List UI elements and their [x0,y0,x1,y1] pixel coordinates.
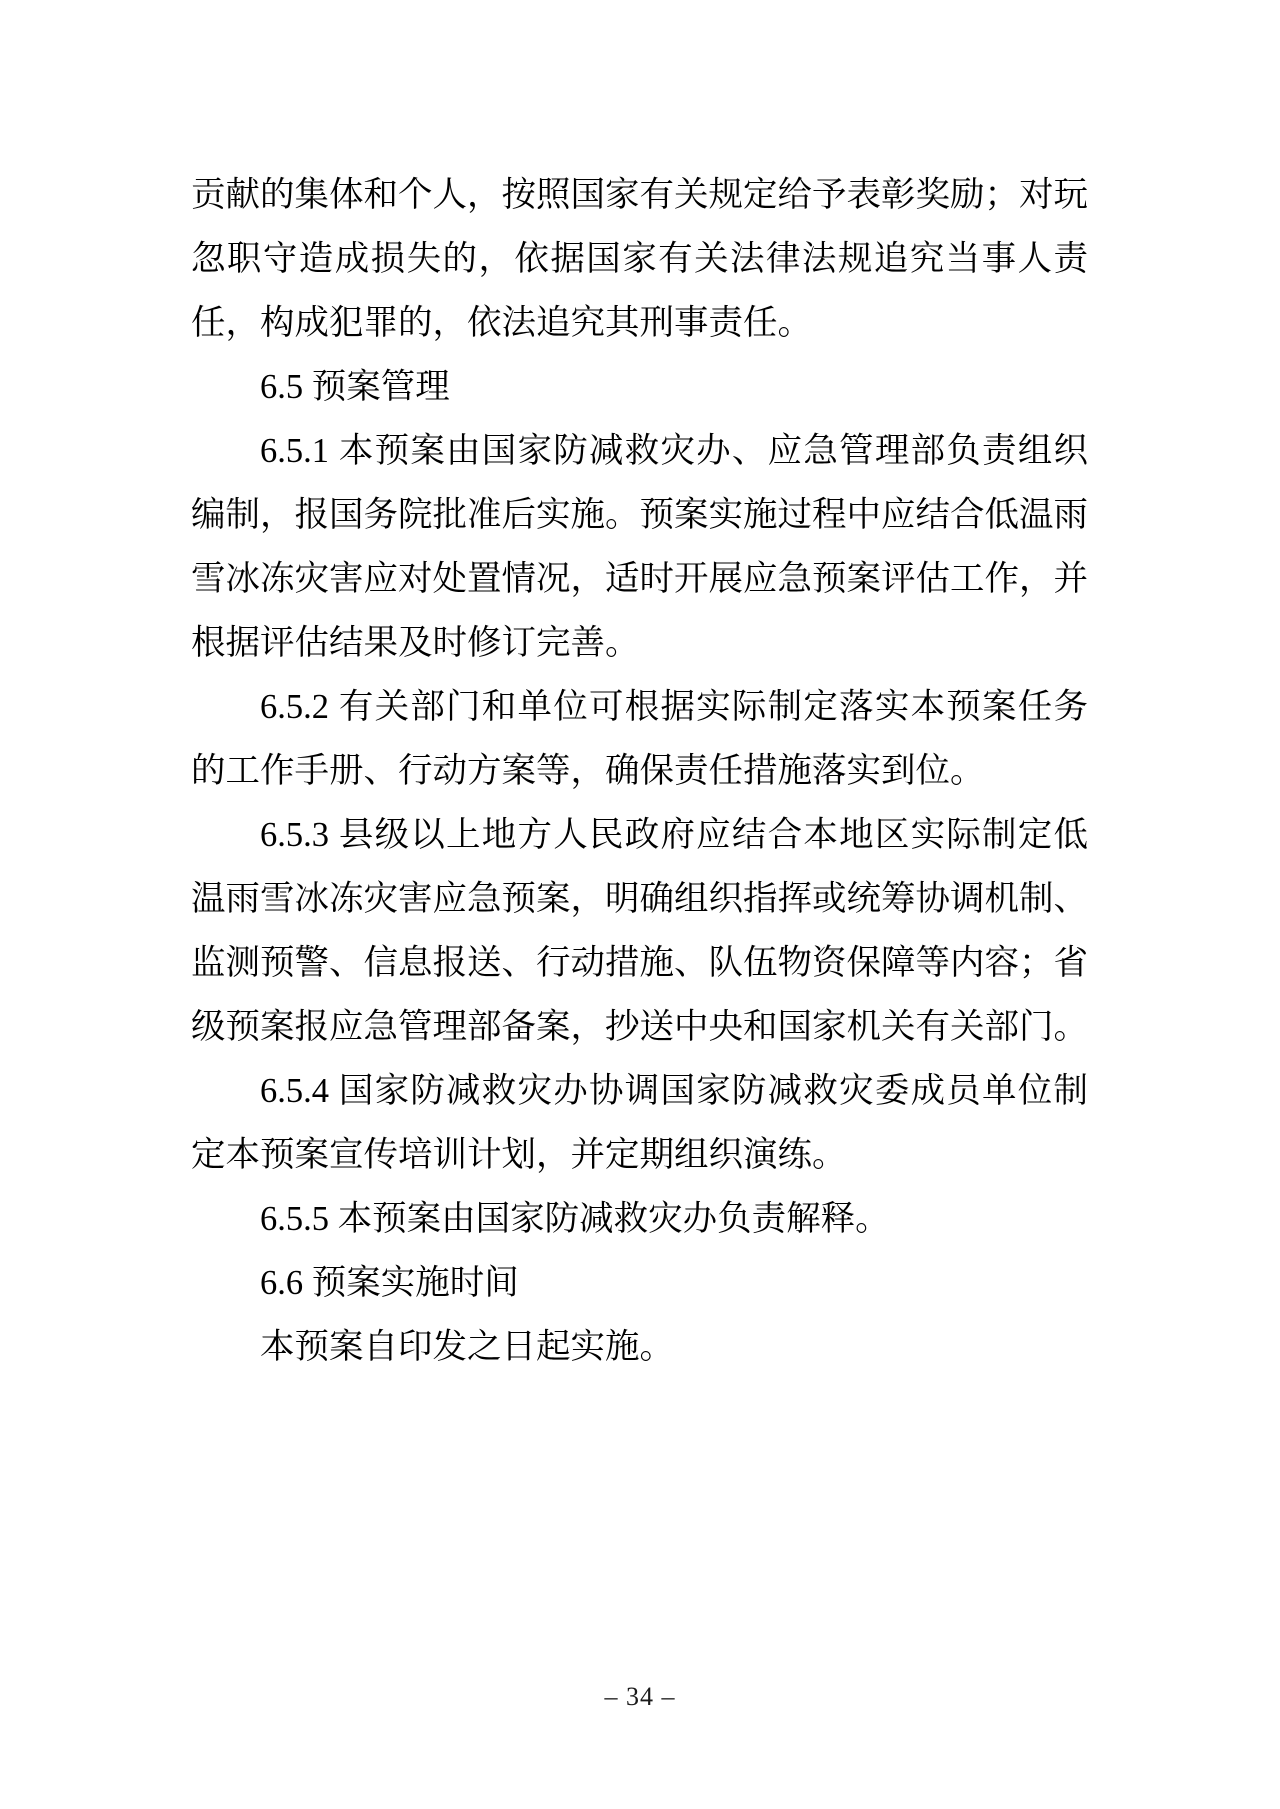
body-line: 的工作手册、行动方案等，确保责任措施落实到位。 [191,752,985,790]
body-line: 雪冰冻灾害应对处置情况，适时开展应急预案评估工作，并 [191,560,1088,598]
body-line: 忽职守造成损失的，依据国家有关法律法规追究当事人责 [191,240,1088,278]
body-line: 贡献的集体和个人，按照国家有关规定给予表彰奖励；对玩 [191,176,1088,214]
body-line: 编制，报国务院批准后实施。预案实施过程中应结合低温雨 [191,496,1088,534]
section-6-5-3-line: 6.5.3 县级以上地方人民政府应结合本地区实际制定低 [260,816,1088,854]
page-number: – 34 – [604,1682,676,1711]
body-line: 任，构成犯罪的，依法追究其刑事责任。 [191,304,812,342]
section-6-5-2-line: 6.5.2 有关部门和单位可根据实际制定落实本预案任务 [260,688,1088,726]
section-6-5-5-line: 6.5.5 本预案由国家防减救灾办负责解释。 [260,1200,890,1238]
body-line: 监测预警、信息报送、行动措施、队伍物资保障等内容；省 [191,944,1088,982]
section-6-5-1-line: 6.5.1 本预案由国家防减救灾办、应急管理部负责组织 [260,432,1088,470]
page-footer [0,1682,1280,1712]
section-6-5-heading: 6.5 预案管理 [260,368,450,406]
body-line: 级预案报应急管理部备案，抄送中央和国家机关有关部门。 [191,1008,1088,1046]
section-6-6-heading: 6.6 预案实施时间 [260,1264,519,1302]
body-line: 根据评估结果及时修订完善。 [191,624,640,662]
section-6-5-4-line: 6.5.4 国家防减救灾办协调国家防减救灾委成员单位制 [260,1072,1088,1110]
body-line: 本预案自印发之日起实施。 [260,1328,674,1366]
body-line: 定本预案宣传培训计划，并定期组织演练。 [191,1136,847,1174]
body-line: 温雨雪冰冻灾害应急预案，明确组织指挥或统筹协调机制、 [191,880,1088,918]
document-body [191,163,1088,1379]
